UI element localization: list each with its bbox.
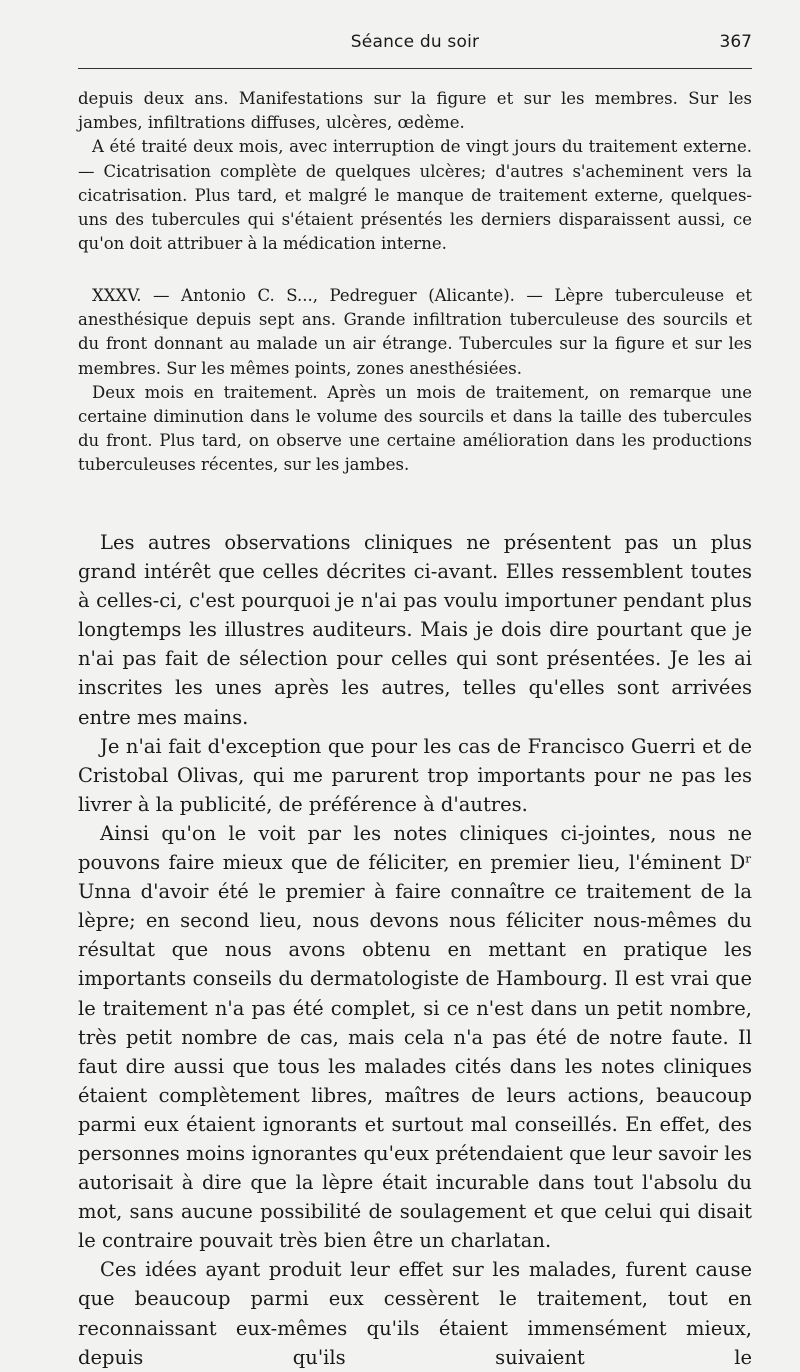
- observation-paragraph: A été traité deux mois, avec interruption de vingt jours du traitement externe. — Cicatrisation complète de quelques ulcères; d'autres s'acheminent vers la cicatrisation. Plus tard, et malgré le manque de traitement externe, quelques-uns des tubercules qui s'étaient présentés les derniers disparaissent aussi, ce qu'on doit attribuer à la médication interne.: [78, 137, 752, 254]
- observation-paragraph: XXXV. — Antonio C. S..., Pedreguer (Alicante). — Lèpre tuberculeuse et anesthésique depuis sept ans. Grande infiltration tuberculeuse des sourcils et du front donnant au malade un air étrange. Tubercules sur la figure et sur les membres. Sur les mêmes points, zones anesthésiées.: [78, 286, 752, 378]
- observation-xxxiv-continued: [78, 87, 752, 256]
- observation-paragraph: Deux mois en traitement. Après un mois de traitement, on remarque une certaine diminution dans le volume des sourcils et dans la taille des tubercules du front. Plus tard, on observe une certaine amélioration dans les productions tuberculeuses récentes, sur les jambes.: [78, 382, 752, 475]
- body-paragraph: Ainsi qu'on le voit par les notes cliniques ci-jointes, nous ne pouvons faire mieux que de féliciter, en premier lieu, l'éminent Dʳ Unna d'avoir été le premier à faire connaître ce traitement de la lèpre; en second lieu, nous devons nous féliciter nous-mêmes du résultat que nous avons obtenu en mettant en pratique les importants conseils du dermatologiste de Hambourg. Il est vrai que le traitement n'a pas été complet, si ce n'est dans un petit nombre, très petit nombre de cas, mais cela n'a pas été de notre faute. Il faut dire aussi que tous les malades cités dans les notes cliniques étaient complètement libres, maîtres de leurs actions, beaucoup parmi eux étaient ignorants et surtout mal conseillés. En effet, des personnes moins ignorantes qu'eux prétendaient que leur savoir les autorisait à dire que la lèpre était incurable dans tout l'absolu du mot, sans aucune possibilité de soulagement et que celui qui disait le contraire pouvait très bien être un charlatan.: [78, 821, 752, 1253]
- observation-xxxv: [78, 284, 752, 478]
- page-number: 367: [719, 32, 752, 52]
- observation-paragraph: depuis deux ans. Manifestations sur la figure et sur les membres. Sur les jambes, infiltrations diffuses, ulcères, œdème.: [78, 89, 752, 133]
- body-paragraph: Les autres observations cliniques ne présentent pas un plus grand intérêt que celles décrites ci-avant. Elles ressemblent toutes à celles-ci, c'est pourquoi je n'ai pas voulu importuner pendant plus longtemps les illustres auditeurs. Mais je dois dire pourtant que je n'ai pas fait de sélection pour celles qui sont présentées. Je les ai inscrites les unes après les autres, telles qu'elles sont arrivées entre mes mains.: [78, 531, 752, 729]
- body-paragraph: Ces idées ayant produit leur effet sur les malades, furent cause que beaucoup parmi eux cessèrent le traitement, tout en reconnaissant eux-mêmes qu'ils étaient immensément mieux, depuis qu'ils suivaient le: [78, 1258, 752, 1369]
- header-rule: [78, 68, 752, 69]
- running-title: Séance du soir: [350, 32, 480, 52]
- running-head: [78, 32, 752, 56]
- body-paragraph: Je n'ai fait d'exception que pour les cas de Francisco Guerri et de Cristobal Olivas, qui me parurent trop importants pour ne pas les livrer à la publicité, de préférence à d'autres.: [78, 734, 752, 816]
- main-text: [78, 528, 752, 1372]
